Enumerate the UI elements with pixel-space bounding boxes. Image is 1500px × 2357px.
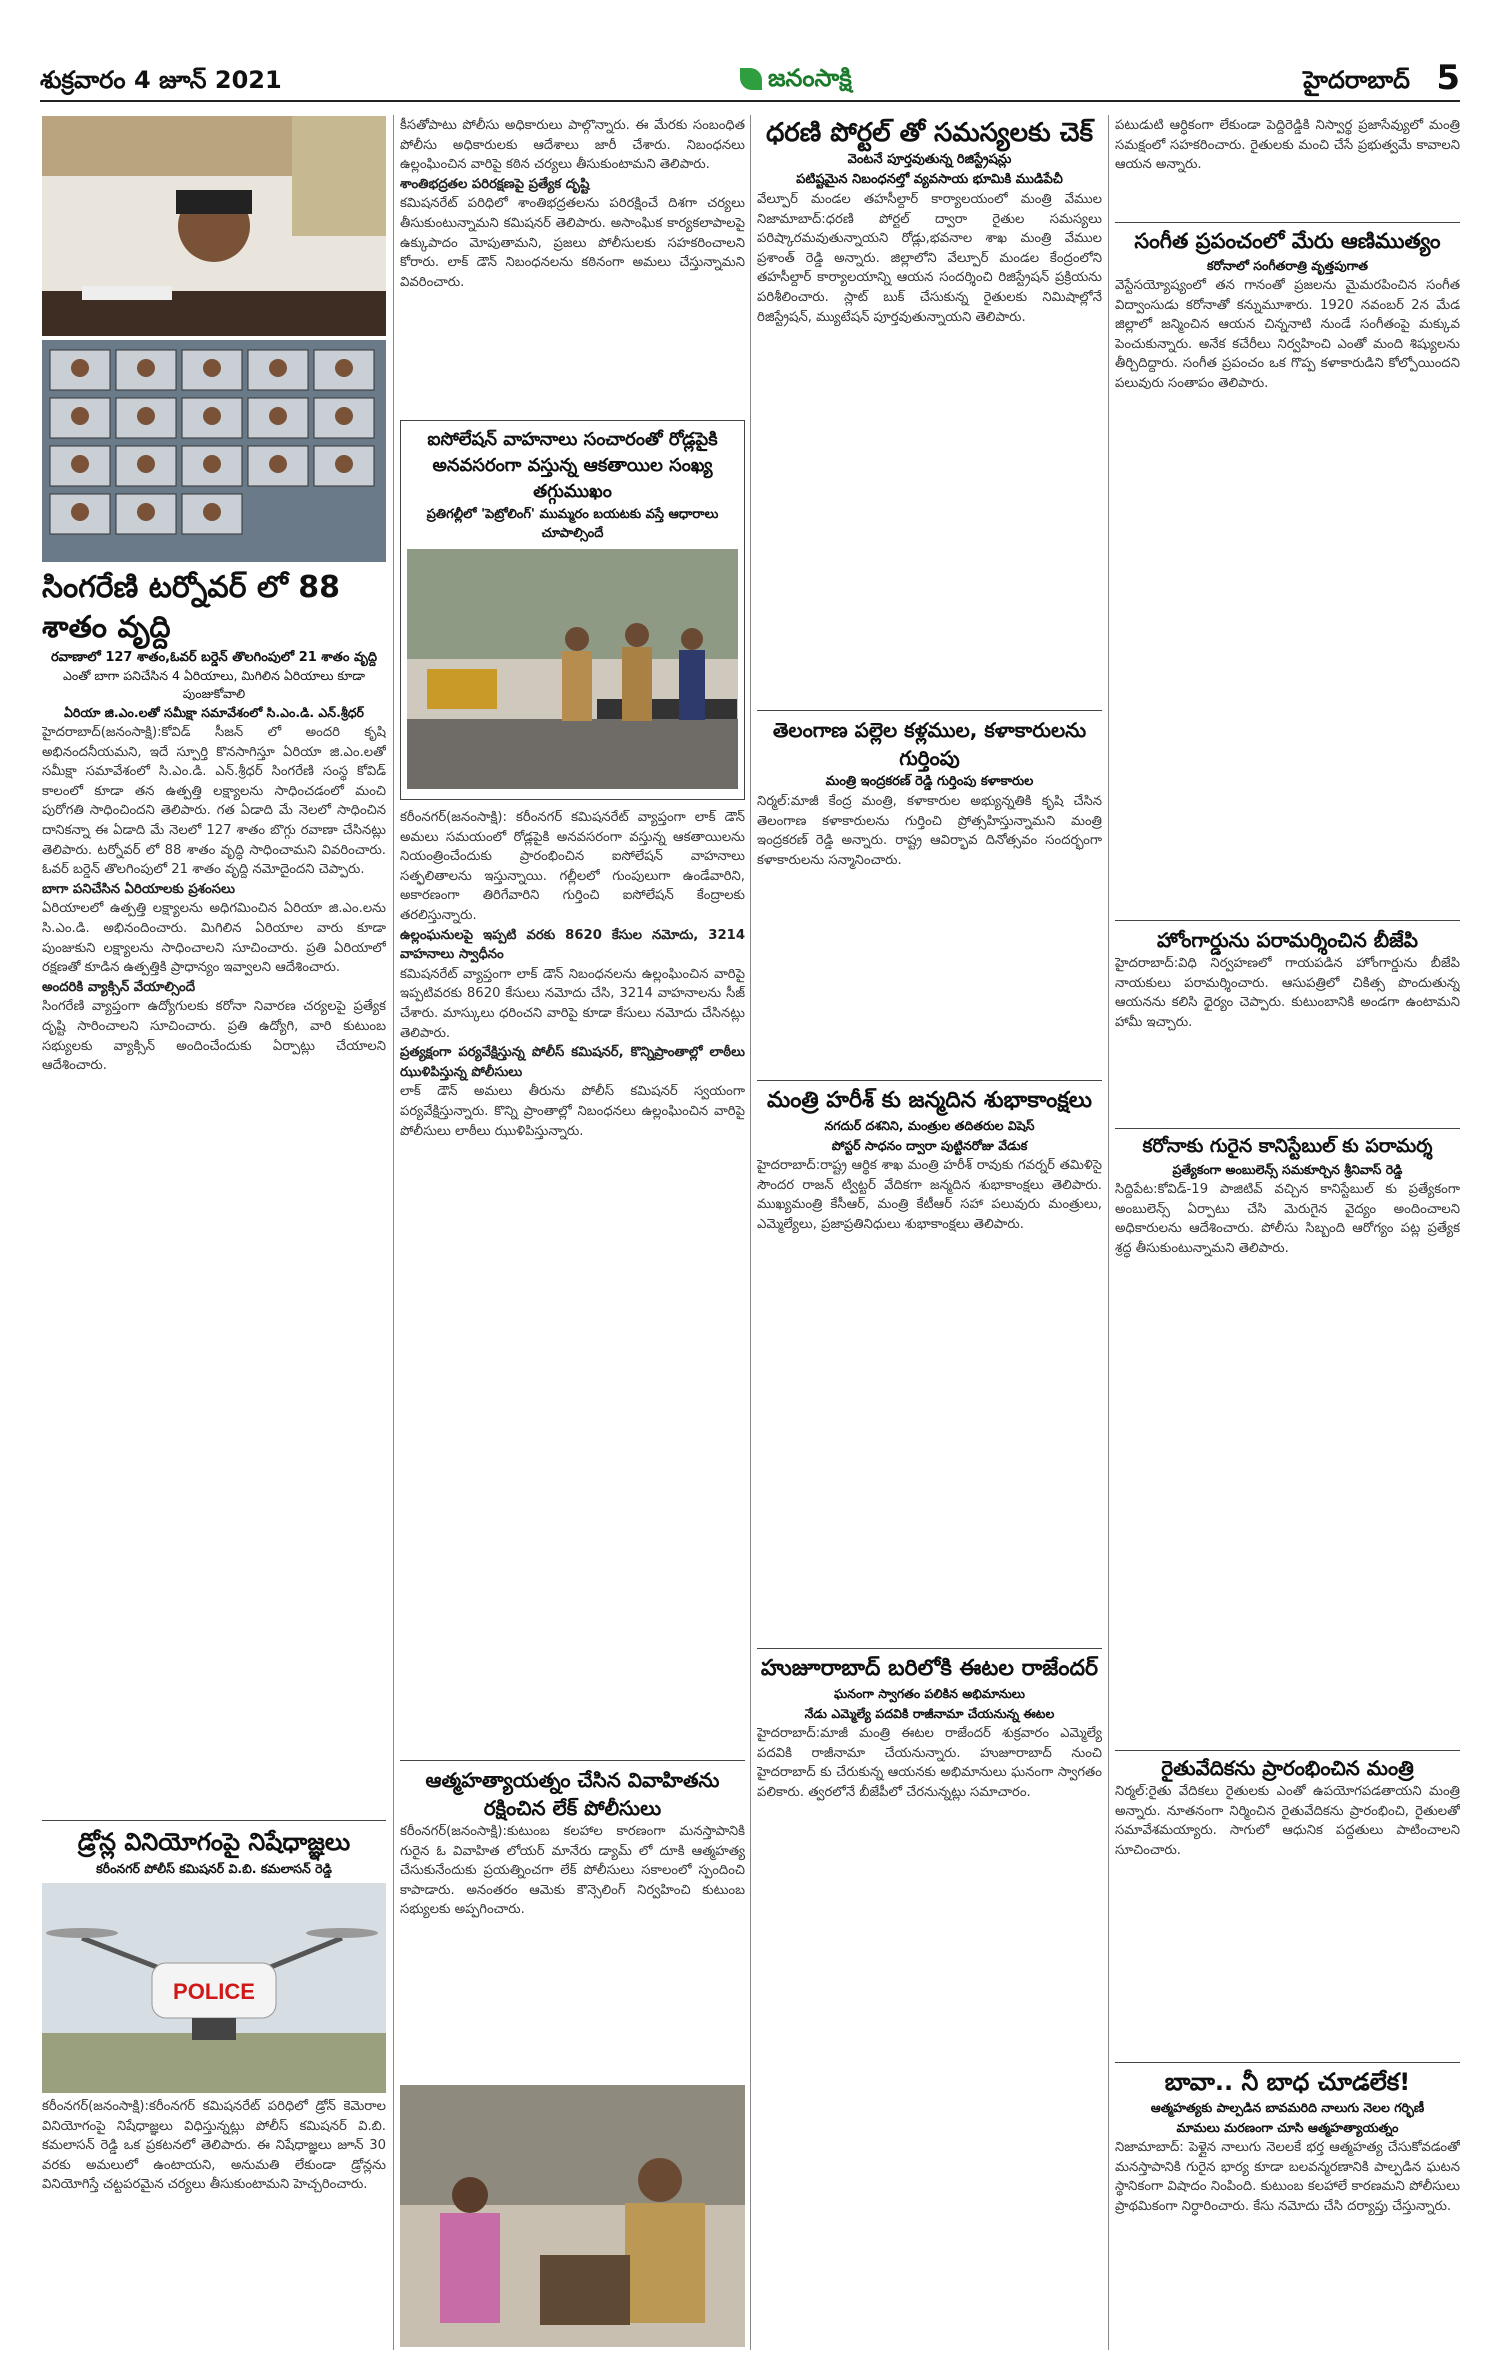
etela-body: హైదరాబాద్:మాజీ మంత్రి ఈటల రాజేందర్ శుక్రవారం ఎమ్మెల్యే పదవికి రాజీనామా చేయనున్నారు. హుజూరాబాద్ నుంచి హైదరాబాద్ కు చేరుకున్న ఆయనకు అభిమానులు ఘనంగా స్వాగతం పలికారు. త్వరలోనే బీజేపీలో చేరనున్నట్లు సమాచారం. xyxy=(757,1726,1102,1800)
lakepolice-headline: ఆత్మహత్యాయత్నం చేసిన వివాహితను రక్షించిన లేక్ పోలీసులు xyxy=(425,1768,720,1820)
artists-article xyxy=(757,716,1102,1056)
col2-subhead-a: శాంతిభద్రతల పరిరక్షణపై ప్రత్యేక దృష్టి xyxy=(400,176,590,192)
etela-byline: ఘనంగా స్వాగతం పలికిన అభిమానులు నేడు ఎమ్మెల్యే పదవికి రాజీనామా చేయనున్న ఈటల xyxy=(804,1686,1055,1721)
rythuvedika-body: నిర్మల్:రైతు వేదికలు రైతులకు ఎంతో ఉపయోగపడతాయని మంత్రి అన్నారు. నూతనంగా నిర్మించిన రైతువేదికను ప్రారంభించి, రైతులతో సమావేశమయ్యారు. సాగులో ఆధునిక పద్దతులు పాటించాలని సూచించారు. xyxy=(1115,1784,1460,1858)
column-divider xyxy=(393,115,394,2350)
police-checkpoint-photo xyxy=(407,549,738,789)
drone-byline: కరీంనగర్ పోలీస్ కమిషనర్ వి.బి. కమలాసన్ రెడ్డి xyxy=(96,1861,332,1876)
singareni-article xyxy=(42,568,386,1818)
col4-body-top: పటుడుటి ఆర్ధికంగా లేకుండా పెద్దిరెడ్డికి నిస్వార్థ ప్రజాసేవ్యులో మంత్రి సమక్షంలో సహకరించారు. రైతులకు మంచి చేసే ప్రభుత్వమే కావాలని ఆయన అన్నారు. xyxy=(1115,118,1460,173)
leaf-icon xyxy=(740,68,762,90)
police-road-image xyxy=(407,549,738,789)
cmd-photo xyxy=(42,116,386,336)
singareni-body-a: హైదరాబాద్(జనంసాక్షి):కోవిడ్ సీజన్ లో అందరి కృషి అభినందనీయమని, ఇదే స్పూర్తి కొనసాగిస్తూ ఏరియా జి.ఎం.లతో సమీక్షా సమావేశంలో సి.ఎం.డి. ఎన్.శ్రీధర్ సింగరేణి సంస్థ కోవిడ్ కాలంలో కూడా తన ఉత్పత్తి లక్ష్యాలను సాధించడంలో మంచి పురోగతి సాధించిందని తెలిపారు. గత ఏడాది మే నెలలో సాధించిన దానికన్నా ఈ ఏడాది మే నెలలో 127 శాతం బొగ్గు రవాణా చేసినట్లు తెలిపారు. టర్నోవర్ లో 88 శాతం వృద్ధి సాధించామని వివరించారు. ఓవర్ బర్డెన్ తొలగింపులో 21 శాతం వృద్ది నమోదైందని చెప్పారు. xyxy=(42,725,386,878)
artists-byline: మంత్రి ఇంద్రకరణ్ రెడ్డి గుర్తింపు కళాకారుల xyxy=(825,774,1034,789)
singareni-headline: సింగరేణి టర్నోవర్ లో 88 శాతం వృద్ది xyxy=(42,570,341,645)
col2-body-e: కరీంనగర్(జనంసాక్షి):కుటుంబ కలహాల కారణంగా మనస్తాపానికి గురైన ఓ వివాహిత లోయర్ మానేరు డ్యామ్ లో దూకి ఆత్మహత్య చేసుకునేందుకు ప్రయత్నించగా లేక్ పోలీసులు సకాలంలో స్పందించి కాపాడారు. అనంతరం ఆమెకు కౌన్సెలింగ్ నిర్వహించి కుటుంబ సభ్యులకు అప్పగించారు. xyxy=(400,1824,745,1918)
logo-text: జనంసాక్షి xyxy=(768,64,852,92)
column-divider xyxy=(1108,115,1109,2350)
harish-birthday-article xyxy=(757,1086,1102,1646)
col2-body-a: కమిషనరేట్ పరిధిలో శాంతిభద్రతలను పరిరక్షించే దిశగా చర్యలు తీసుకుంటున్నామని కమిషనర్ తెలిపారు. అసాంఘిక కార్యకలాపాలపై ఉక్కుపాదం మోపుతామని, ప్రజలు పోలీసులకు సహకరించాలని కోరారు. లాక్ డౌన్ నిబంధనలను కఠినంగా అమలు చేస్తున్నామని వివరించారు. xyxy=(400,196,745,290)
divider xyxy=(757,1080,1102,1081)
video-call-grid-image xyxy=(42,340,386,562)
singareni-sub2: ఎంతో బాగా పనిచేసిన 4 ఏరియాలు, మిగిలిన ఏరియాలు కూడా పుంజుకోవాలి xyxy=(62,668,366,701)
karimnagar-article xyxy=(400,808,745,1823)
divider xyxy=(42,1820,386,1821)
drone-police-text: POLICE xyxy=(173,1979,255,2004)
drone-article xyxy=(42,1825,386,2355)
divider xyxy=(400,1760,745,1761)
col2-body-d: లాక్ డౌన్ అమలు తీరును పోలీస్ కమిషనర్ స్వయంగా పర్యవేక్షిస్తున్నారు. కొన్ని ప్రాంతాల్లో నిబంధనలు ఉల్లంఘించిన వారిపై పోలీసులు లాఠీలు ఝుళిపిస్తున్నారు. xyxy=(400,1084,745,1139)
singareni-body-b: ఏరియాలలో ఉత్పత్తి లక్ష్యాలను అధిగమించిన ఏరియా జి.ఎం.లను సి.ఎం.డి. అభినందించారు. మిగిలిన ఏరియాల వారు కూడా పుంజుకుని లక్ష్యాలను సాధించాలని సూచించారు. ప్రతి ఏరియాలో రక్షణతో కూడిన ఉత్పత్తికి ప్రాధాన్యం ఇవ్వాలని ఆదేశించారు. xyxy=(42,901,386,976)
constable-headline: కరోనాకు గురైన కానిస్టేబుల్ కు పరామర్శ xyxy=(1142,1135,1433,1157)
divider xyxy=(757,710,1102,711)
col2-body-top: కీసతోపాటు పోలీసు అధికారులు పాల్గొన్నారు. ఈ మేరకు సంబంధిత పోలీసు అధికారులకు ఆదేశాలు జారీ చేశారు. నిబంధనలు ఉల్లంఘించిన వారిపై కఠిన చర్యలు తీసుకుంటామని తెలిపారు. xyxy=(400,118,745,173)
dharani-headline: ధరణి పోర్టల్ తో సమస్యలకు చెక్ xyxy=(765,118,1094,148)
col2-body-c: కమిషనరేట్ వ్యాప్తంగా లాక్ డౌన్ నిబంధనలను ఉల్లంఘించిన వారిపై ఇప్పటివరకు 8620 కేసులు నమోదు చేసి, 3214 వాహనాలను సీజ్ చేశారు. మాస్కులు ధరించని వారిపై కూడా కేసులు నమోదు చేసినట్లు తెలిపారు. xyxy=(400,966,745,1041)
issue-date: శుక్రవారం 4 జూన్ 2021 xyxy=(40,66,282,94)
isolation-vehicle-article xyxy=(400,420,745,800)
col4-top-article xyxy=(1115,116,1460,234)
video-conference-photo xyxy=(42,340,386,562)
constable-article xyxy=(1115,1132,1460,1742)
divider xyxy=(1115,1750,1460,1751)
divider xyxy=(1115,2062,1460,2063)
police-drone-image xyxy=(42,1883,386,2093)
page-number: 5 xyxy=(1436,58,1460,98)
music-legend-article xyxy=(1115,226,1460,866)
drone-photo xyxy=(42,1883,386,2093)
lawandorder-article xyxy=(400,116,745,416)
singareni-subhead-3: అందరికి వ్యాక్సిన్ వేయాల్సిందే xyxy=(42,979,196,995)
drone-body: కరీంనగర్(జనంసాక్షి):కరీంనగర్ కమిషనరేట్ పరిధిలో డ్రోన్ కెమెరాల వినియోగంపై నిషేధాజ్ఞలు విధిస్తున్నట్లు పోలీస్ కమిషనర్ వి.బి. కమలాసన్ రెడ్డి ఒక ప్రకటనలో తెలిపారు. ఈ నిషేధాజ్ఞలు జూన్ 30 వరకు అమలులో ఉంటాయని, అనుమతి లేకుండా డ్రోన్లను వినియోగిస్తే చట్టపరమైన చర్యలు తీసుకుంటామని హెచ్చరించారు. xyxy=(42,2099,386,2193)
singareni-sub1: రవాణాలో 127 శాతం,ఓవర్ బర్డెన్ తొలగింపులో 21 శాతం వృద్ది xyxy=(50,650,378,665)
dharani-article xyxy=(757,116,1102,676)
etela-headline: హుజూరాబాద్ బరిలోకి ఈటల రాజేందర్ xyxy=(760,1656,1099,1681)
bava-headline: బావా.. నీ బాధ చూడలేక! xyxy=(1164,2068,1411,2096)
divider xyxy=(1115,222,1460,223)
harish-body: హైదరాబాద్:రాష్ట్ర ఆర్థిక శాఖ మంత్రి హరీశ్ రావుకు గవర్నర్ తమిళిసై సౌందర రాజన్ ట్విట్టర్ వేదికగా జన్మదిన శుభాకాంక్షలు తెలిపారు. ముఖ్యమంత్రి కేసీఆర్, మంత్రి కేటీఆర్ సహా పలువురు మంత్రులు, ఎమ్మెల్యేలు, ప్రజాప్రతినిధులు శుభాకాంక్షలు తెలిపారు. xyxy=(757,1158,1102,1232)
masthead-logo xyxy=(740,64,852,98)
singareni-subhead-2: బాగా పనిచేసిన ఏరియాలకు ప్రశంసలు xyxy=(42,881,235,897)
divider xyxy=(1115,920,1460,921)
edition-city xyxy=(1303,66,1410,100)
etela-article xyxy=(757,1654,1102,2350)
bava-byline: ఆత్మహత్యకు పాల్పడిన బావమరిది నాలుగు నెలల గర్భిణీ మామలు మరణంగా చూసి ఆత్మహత్యాయత్నం xyxy=(1150,2100,1425,2135)
harish-byline: నగదుర్ దశనిని, మంత్రుల తదితరుల విషెస్ పోస్టర్ సాధనం ద్వారా పుట్టినరోజు వేడుక xyxy=(824,1118,1035,1153)
column-divider xyxy=(750,115,751,2350)
police-counselling-image xyxy=(400,2085,745,2347)
homeguard-body: హైదరాబాద్:విధి నిర్వహణలో గాయపడిన హోంగార్డును బీజేపి నాయకులు పరామర్శించారు. ఆసుపత్రిలో చికిత్స పొందుతున్న ఆయనను కలిసి ధైర్యం చెప్పారు. కుటుంబానికి అండగా ఉంటామని హామీ ఇచ్చారు. xyxy=(1115,956,1460,1030)
homeguard-headline: హోంగార్డును పరామర్శించిన బీజేపి xyxy=(1157,928,1418,952)
isolation-headline: ఐసోలేషన్ వాహనాలు సంచారంతో రోడ్లపైకి అనవసరంగా వస్తున్న ఆకతాయిల సంఖ్య తగ్గుముఖం xyxy=(427,429,718,502)
dharani-sub: వెంటనే పూర్తవుతున్న రిజిస్ట్రేషన్లు పటిష్టమైన నిబంధనల్తో వ్యవసాయ భూమికి ముడిపేచీ xyxy=(796,152,1063,187)
officer-at-desk-image xyxy=(42,116,386,336)
music-byline: కరోనాలో సంగీతరాత్రి వృత్తపుగాత xyxy=(1206,258,1368,273)
music-headline: సంగీత ప్రపంచంలో మేరు ఆణిముత్యం xyxy=(1134,229,1441,253)
col2-subhead-c: ప్రత్యక్షంగా పర్యవేక్షిస్తున్న పోలీస్ కమిషనర్, కొన్నిప్రాంతాల్లో లాఠీలు ఝుళిపిస్తున్న పోలీసులు xyxy=(400,1045,745,1080)
page-header xyxy=(40,58,1460,102)
music-body: వెస్టేసయ్యోష్యంలో తన గానంతో ప్రజలను మైమరపించిన సంగీత విద్వాంసుడు కరోనాతో కన్నుమూశారు. 1920 నవంబర్ 2న మేడ జిల్లాలో జన్మించిన ఆయన చిన్ననాటి నుండే సంగీతంపై మక్కువ పెంచుకున్నారు. అనేక కచేరీలు నిర్వహించి ఎంతో మంది శిష్యులను తీర్చిదిద్దారు. సంగీత ప్రపంచం ఒక గొప్ప కళాకారుడిని కోల్పోయిందని పలువురు సంతాపం తెలిపారు. xyxy=(1115,278,1460,391)
artists-body: నిర్మల్:మాజీ కేంద్ర మంత్రి, కళాకారుల అభ్యున్నతికి కృషి చేసిన తెలంగాణ కళాకారులను గుర్తించి ప్రోత్సహిస్తున్నామని మంత్రి ఇంద్రకరణ్ రెడ్డి అన్నారు. రాష్ట్ర ఆవిర్భావ దినోత్సవం సందర్భంగా కళాకారులను సన్మానించారు. xyxy=(757,794,1102,868)
bava-article xyxy=(1115,2066,1460,2350)
drone-headline: డ్రోన్ల వినియోగంపై నిషేధాజ్ఞలు xyxy=(77,1828,351,1856)
bava-body: నిజామాబాద్: పెళ్లైన నాలుగు నెలలకే భర్త ఆత్మహత్య చేసుకోవడంతో మనస్తాపానికి గురైన భార్య కూడా బలవన్మరణానికి పాల్పడిన ఘటన స్థానికంగా విషాదం నింపింది. కుటుంబ కలహాలే కారణమని పోలీసులు ప్రాథమికంగా నిర్ధారించారు. కేసు నమోదు చేసి దర్యాప్తు చేస్తున్నారు. xyxy=(1115,2140,1460,2214)
constable-body: సిద్దిపేట:కోవిడ్-19 పాజిటివ్ వచ్చిన కానిస్టేబుల్ కు ప్రత్యేకంగా అంబులెన్స్ ఏర్పాటు చేసి మెరుగైన వైద్యం అందించాలని అధికారులను ఆదేశించారు. పోలీసు సిబ్బంది ఆరోగ్యం పట్ల ప్రత్యేక శ్రద్ధ తీసుకుంటున్నామని తెలిపారు. xyxy=(1115,1182,1460,1256)
col2-body-b: కరీంనగర్(జనంసాక్షి): కరీంనగర్ కమిషనరేట్ వ్యాప్తంగా లాక్ డౌన్ అమలు సమయంలో రోడ్లపైకి అనవసరంగా వస్తున్న ఆకతాయిలను నియంత్రించేందుకు ప్రారంభించిన ఐసోలేషన్ వాహనాలు సత్ఫలితాలను ఇస్తున్నాయి. గల్లీలలో గుంపులుగా ఉండేవారిని, అకారణంగా తిరిగేవారిని గుర్తించి ఐసోలేషన్ కేంద్రాలకు తరలిస్తున్నారు. xyxy=(400,810,745,923)
rythuvedika-headline: రైతువేదికను ప్రారంభించిన మంత్రి xyxy=(1161,1756,1414,1780)
divider xyxy=(757,1648,1102,1649)
artists-headline: తెలంగాణ పల్లెల కళ్లముల, కళాకారులను గుర్తింపు xyxy=(772,718,1087,770)
singareni-body-c: సింగరేణి వ్యాప్తంగా ఉద్యోగులకు కరోనా నివారణ చర్యలపై ప్రత్యేక దృష్టి సారించాలని సూచించారు. ప్రతి ఉద్యోగి, వారి కుటుంబ సభ్యులకు వ్యాక్సిన్ అందించేందుకు ఏర్పాట్లు చేయాలని ఆదేశించారు. xyxy=(42,999,386,1074)
city-label: హైదరాబాద్ xyxy=(1303,66,1410,94)
constable-byline: ప్రత్యేకంగా అంబులెన్స్ సమకూర్చిన శ్రీనివాస్ రెడ్డి xyxy=(1172,1162,1403,1177)
singareni-sub3: ఏరియా జి.ఎం.లతో సమీక్షా సమావేశంలో సి.ఎం.డి. ఎన్.శ్రీధర్ xyxy=(64,705,364,720)
dharani-body: వేల్పూర్ మండల తహసీల్దార్ కార్యాలయంలో మంత్రి వేముల నిజామాబాద్:ధరణి పోర్టల్ ద్వారా రైతుల సమస్యలు పరిష్కారమవుతున్నాయని రోడ్లు,భవనాల శాఖ మంత్రి వేముల ప్రశాంత్ రెడ్డి అన్నారు. జిల్లాలోని వేల్పూర్ మండల కేంద్రంలోని తహసీల్దార్ కార్యాలయాన్ని ఆయన సందర్శించి రిజిస్ట్రేషన్ ప్రక్రియను పరిశీలించారు. స్లాట్ బుక్ చేసుకున్న రైతులకు నిమిషాల్లోనే రిజిస్ట్రేషన్, మ్యుటేషన్ పూర్తవుతున్నాయని తెలిపారు. xyxy=(757,192,1102,325)
harish-headline: మంత్రి హరీశ్ కు జన్మదిన శుభాకాంక్షలు xyxy=(766,1088,1093,1113)
rythuvedika-article xyxy=(1115,1754,1460,2050)
isolation-sub: ప్రతిగల్లీలో 'పెట్రోలింగ్' ముమ్మరం బయటకు వస్తే ఆధారాలు చూపాల్సిందే xyxy=(426,507,719,541)
col2-subhead-b: ఉల్లంఘనులపై ఇప్పటి వరకు 8620 కేసుల నమోదు, 3214 వాహనాలు స్వాధీనం xyxy=(400,927,745,963)
counselling-photo xyxy=(400,2085,745,2347)
divider xyxy=(1115,1128,1460,1129)
